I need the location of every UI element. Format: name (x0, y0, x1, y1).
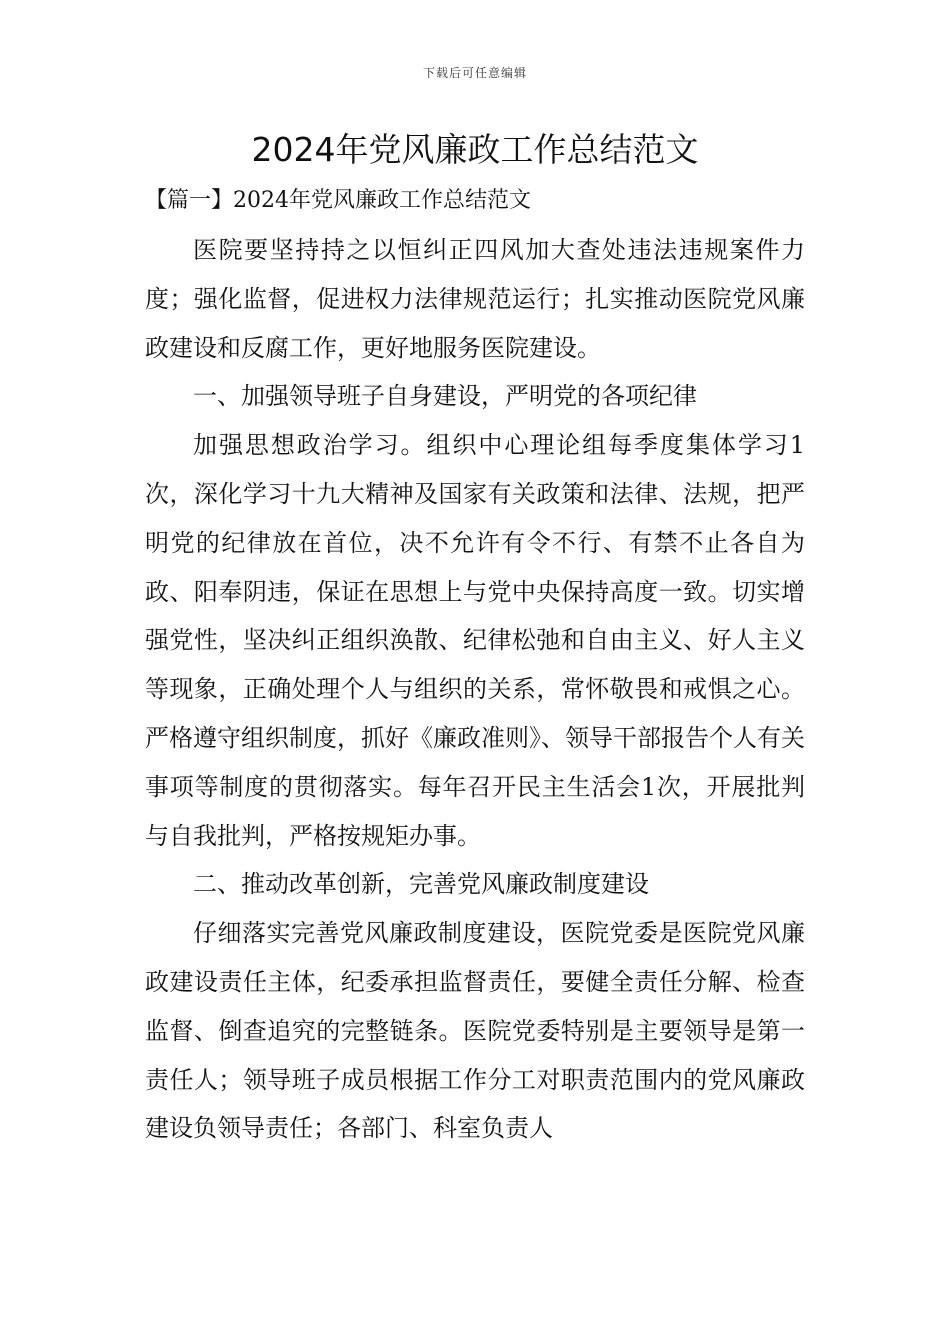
paragraph-heading-2: 二、推动改革创新，完善党风廉政制度建设 (193, 870, 649, 899)
paragraph-system: 仔细落实完善党风廉政制度建设，医院党委是医院党风廉政建设责任主体，纪委承担监督责任，要健全责任分解、检查监督、倒查追究的完整链条。医院党委特别是主要领导是第一责任人；领导班子成员根据工作分工对职责范围内的党风廉政建设负领导责任；各部门、科室负责人 (145, 919, 805, 1143)
section-heading: 【篇一】2024年党风廉政工作总结范文 (145, 188, 531, 213)
header-note: 下载后可任意编辑 (422, 66, 527, 80)
paragraph-intro: 医院要坚持持之以恒纠正四风加大查处违法违规案件力度；强化监督，促进权力法律规范运行；扎实推动医院党风廉政建设和反腐工作，更好地服务医院建设。 (145, 236, 805, 362)
paragraph-study: 加强思想政治学习。组织中心理论组每季度集体学习1次，深化学习十九大精神及国家有关政策和法律、法规，把严明党的纪律放在首位，决不允许有令不行、有禁不止各自为政、阳奉阴违，保证在思想上与党中央保持高度一致。切实增强党性，坚决纠正组织涣散、纪律松弛和自由主义、好人主义等现象，正确处理个人与组织的关系，常怀敬畏和戒惧之心。严格遵守组织制度，抓好《廉政准则》、领导干部报告个人有关事项等制度的贯彻落实。每年召开民主生活会1次，开展批判与自我批判，严格按规矩办事。 (145, 431, 805, 850)
document-title: 2024年党风廉政工作总结范文 (251, 130, 699, 169)
document-body (145, 226, 805, 1153)
paragraph-heading-1: 一、加强领导班子自身建设，严明党的各项纪律 (193, 382, 697, 411)
